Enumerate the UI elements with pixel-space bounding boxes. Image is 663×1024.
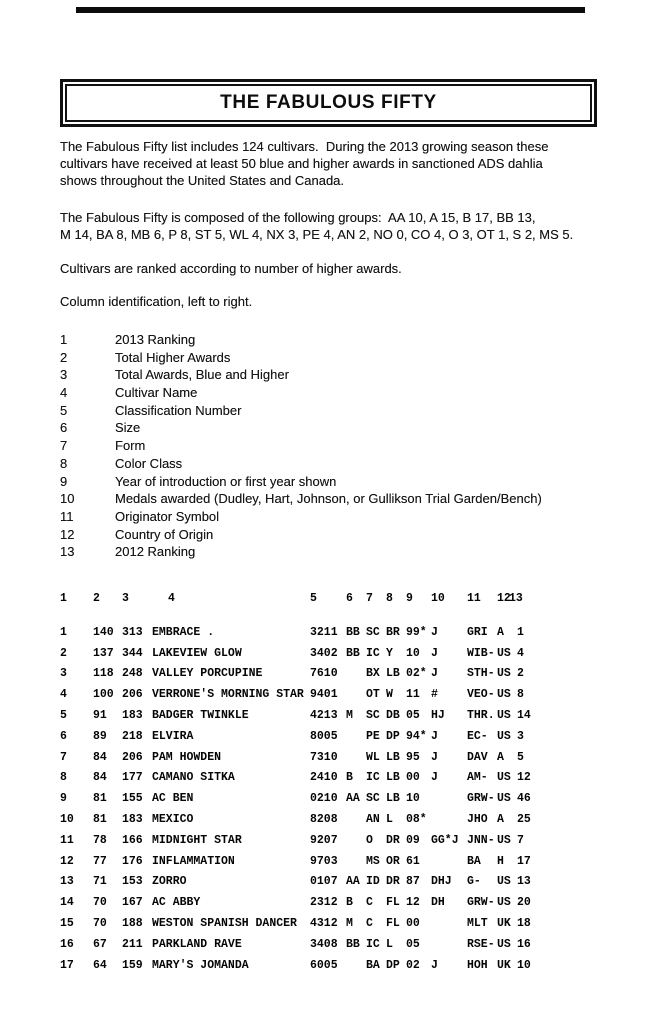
cell-medals: # [431, 688, 438, 702]
cell-rank: 1 [60, 625, 67, 639]
column-definition-label: Country of Origin [115, 526, 214, 542]
header-form: 7 [366, 592, 373, 605]
table-row [60, 875, 547, 896]
cell-form: C [366, 896, 373, 910]
cell-country: H [497, 854, 504, 868]
column-definition-item [60, 527, 542, 545]
cell-year: 10 [406, 646, 420, 660]
cell-year: 00 [406, 771, 420, 785]
header-color-class: 8 [386, 592, 393, 605]
cell-year: 10 [406, 792, 420, 806]
cell-form: WL [366, 750, 380, 764]
cell-country: US [497, 667, 511, 681]
cell-medals: J [431, 771, 438, 785]
cell-higher-awards: 89 [93, 729, 107, 743]
cell-cultivar-name: EMBRACE . [152, 625, 215, 639]
table-row [60, 855, 547, 876]
cell-rank: 17 [60, 958, 74, 972]
cell-country: US [497, 875, 511, 889]
header-rank-2012: 13 [509, 592, 523, 605]
column-definition-number: 2 [60, 349, 68, 365]
cell-higher-awards: 140 [93, 625, 114, 639]
cell-rank-2012: 16 [517, 937, 531, 951]
cell-rank: 8 [60, 771, 67, 785]
cell-rank-2012: 14 [517, 708, 531, 722]
cell-rank-2012: 13 [517, 875, 531, 889]
cell-cultivar-name: AC BEN [152, 792, 194, 806]
cell-year: 87 [406, 875, 420, 889]
column-definition-item [60, 332, 542, 350]
cell-rank: 7 [60, 750, 67, 764]
cell-higher-awards: 84 [93, 771, 107, 785]
cell-higher-awards: 71 [93, 875, 107, 889]
cell-medals: DHJ [431, 875, 452, 889]
cell-originator: GRI [467, 625, 488, 639]
cell-classification: 2410 [310, 771, 338, 785]
cell-rank: 12 [60, 854, 74, 868]
column-definition-item [60, 385, 542, 403]
cell-rank: 16 [60, 937, 74, 951]
header-size: 6 [346, 592, 353, 605]
cell-total-awards: 177 [122, 771, 143, 785]
cell-classification: 0107 [310, 875, 338, 889]
cell-country: US [497, 708, 511, 722]
cell-country: UK [497, 958, 511, 972]
table-row [60, 667, 547, 688]
cell-rank: 2 [60, 646, 67, 660]
cell-form: MS [366, 854, 380, 868]
cell-originator: BA [467, 854, 481, 868]
cell-country: A [497, 750, 504, 764]
cell-color-class: OR [386, 854, 400, 868]
cell-total-awards: 211 [122, 937, 143, 951]
cell-classification: 6005 [310, 958, 338, 972]
cell-country: US [497, 937, 511, 951]
cell-classification: 4312 [310, 916, 338, 930]
cell-higher-awards: 70 [93, 896, 107, 910]
cell-total-awards: 167 [122, 896, 143, 910]
title-box-inner [65, 84, 592, 122]
cell-form: IC [366, 646, 380, 660]
cell-rank-2012: 25 [517, 812, 531, 826]
cell-color-class: LB [386, 771, 400, 785]
cell-rank: 6 [60, 729, 67, 743]
cell-color-class: LB [386, 750, 400, 764]
cell-color-class: L [386, 937, 393, 951]
cell-total-awards: 313 [122, 625, 143, 639]
cell-total-awards: 188 [122, 916, 143, 930]
cell-cultivar-name: BADGER TWINKLE [152, 708, 249, 722]
cell-total-awards: 159 [122, 958, 143, 972]
cell-form: SC [366, 708, 380, 722]
cell-color-class: W [386, 688, 393, 702]
cell-country: US [497, 729, 511, 743]
column-definition-label: Total Higher Awards [115, 349, 231, 365]
table-row [60, 813, 547, 834]
cell-higher-awards: 84 [93, 750, 107, 764]
cell-originator: GRW- [467, 792, 495, 806]
column-definition-item [60, 403, 542, 421]
cell-higher-awards: 118 [93, 667, 114, 681]
cell-form: OT [366, 688, 380, 702]
cell-medals: DH [431, 896, 445, 910]
cell-color-class: FL [386, 896, 400, 910]
cell-cultivar-name: AC ABBY [152, 896, 201, 910]
column-definition-number: 3 [60, 367, 68, 383]
column-definitions [60, 332, 542, 562]
cell-classification: 7610 [310, 667, 338, 681]
cell-year: 12 [406, 896, 420, 910]
cell-color-class: LB [386, 667, 400, 681]
column-definition-number: 1 [60, 332, 68, 347]
column-definition-item [60, 350, 542, 368]
cell-higher-awards: 91 [93, 708, 107, 722]
cell-classification: 8005 [310, 729, 338, 743]
cell-size: AA [346, 875, 360, 889]
column-definition-item [60, 367, 542, 385]
cell-year: 61 [406, 854, 420, 868]
cell-form: BX [366, 667, 380, 681]
title-box [60, 79, 597, 127]
cell-rank: 5 [60, 708, 67, 722]
table-row [60, 896, 547, 917]
cell-year: 08* [406, 812, 427, 826]
cell-year: 00 [406, 916, 420, 930]
cell-rank-2012: 8 [517, 688, 524, 702]
cell-rank: 9 [60, 792, 67, 806]
column-definition-label: 2012 Ranking [115, 544, 196, 560]
cell-year: 05 [406, 937, 420, 951]
cell-cultivar-name: MEXICO [152, 812, 194, 826]
table-row [60, 751, 547, 772]
table-row [60, 959, 547, 980]
column-definition-number: 9 [60, 473, 68, 489]
column-definition-label: Size [115, 420, 141, 436]
column-definition-number: 13 [60, 544, 75, 560]
cell-form: IC [366, 937, 380, 951]
cell-higher-awards: 137 [93, 646, 114, 660]
cell-rank-2012: 10 [517, 958, 531, 972]
cell-rank-2012: 18 [517, 916, 531, 930]
cell-form: O [366, 833, 373, 847]
cell-rank-2012: 4 [517, 646, 524, 660]
column-definition-item [60, 456, 542, 474]
cell-total-awards: 153 [122, 875, 143, 889]
cell-color-class: DB [386, 708, 400, 722]
cell-originator: JHO [467, 812, 488, 826]
cell-country: US [497, 771, 511, 785]
table-row [60, 647, 547, 668]
cell-form: ID [366, 875, 380, 889]
intro-line-3: shows throughout the United States and Canada. [60, 173, 345, 188]
cell-total-awards: 183 [122, 812, 143, 826]
cell-classification: 3211 [310, 625, 338, 639]
cell-color-class: FL [386, 916, 400, 930]
column-definition-number: 7 [60, 438, 68, 454]
column-id-heading: Column identification, left to right. [60, 294, 253, 309]
cell-total-awards: 248 [122, 667, 143, 681]
cell-medals: J [431, 646, 438, 660]
column-definition-number: 10 [60, 491, 75, 507]
cell-country: US [497, 646, 511, 660]
cell-originator: DAV [467, 750, 488, 764]
table-row [60, 626, 547, 647]
cell-size: B [346, 896, 353, 910]
cell-originator: THR. [467, 708, 495, 722]
column-definition-label: Originator Symbol [115, 508, 220, 524]
cell-size: M [346, 708, 353, 722]
cell-medals: HJ [431, 708, 445, 722]
cell-classification: 2312 [310, 896, 338, 910]
cell-medals: J [431, 750, 438, 764]
header-cultivar-name: 4 [168, 592, 175, 605]
cell-cultivar-name: WESTON SPANISH DANCER [152, 916, 297, 930]
cell-cultivar-name: INFLAMMATION [152, 854, 235, 868]
groups-line-1: The Fabulous Fifty is composed of the following groups: AA 10, A 15, B 17, BB 13, [60, 210, 536, 225]
column-definition-item [60, 509, 542, 527]
column-definition-label: Year of introduction or first year shown [115, 473, 337, 489]
cell-color-class: BR [386, 625, 400, 639]
cell-form: AN [366, 812, 380, 826]
cell-total-awards: 183 [122, 708, 143, 722]
cell-size: BB [346, 937, 360, 951]
cell-medals: J [431, 958, 438, 972]
cell-rank: 4 [60, 688, 67, 702]
cell-medals: GG*J [431, 833, 459, 847]
header-originator: 11 [467, 592, 481, 605]
cell-cultivar-name: VALLEY PORCUPINE [152, 667, 263, 681]
cell-rank-2012: 2 [517, 667, 524, 681]
cell-cultivar-name: LAKEVIEW GLOW [152, 646, 242, 660]
cell-total-awards: 206 [122, 750, 143, 764]
cell-rank: 11 [60, 833, 74, 847]
column-definition-item [60, 474, 542, 492]
cell-total-awards: 166 [122, 833, 143, 847]
cell-rank-2012: 20 [517, 896, 531, 910]
cell-originator: GRW- [467, 896, 495, 910]
cell-cultivar-name: ZORRO [152, 875, 187, 889]
groups-line-2: M 14, BA 8, MB 6, P 8, ST 5, WL 4, NX 3, PE 4, AN 2, NO 0, CO 4, O 3, OT 1, S 2, MS 5. [60, 227, 574, 242]
cell-cultivar-name: CAMANO SITKA [152, 771, 235, 785]
cell-form: C [366, 916, 373, 930]
column-definition-item [60, 544, 542, 562]
cell-originator: JNN- [467, 833, 495, 847]
cell-total-awards: 206 [122, 688, 143, 702]
page-title: THE FABULOUS FIFTY [220, 92, 437, 113]
column-definition-label: Medals awarded (Dudley, Hart, Johnson, or Gullikson Trial Garden/Bench) [115, 491, 542, 507]
cell-higher-awards: 64 [93, 958, 107, 972]
cell-originator: VEO- [467, 688, 495, 702]
column-definition-label: Classification Number [115, 402, 242, 418]
cell-form: SC [366, 625, 380, 639]
cell-form: IC [366, 771, 380, 785]
cell-country: US [497, 896, 511, 910]
header-classification: 5 [310, 592, 317, 605]
header-year: 9 [406, 592, 413, 605]
header-higher-awards: 2 [93, 592, 100, 605]
cell-year: 95 [406, 750, 420, 764]
cell-higher-awards: 81 [93, 812, 107, 826]
column-definition-number: 8 [60, 455, 68, 471]
cell-classification: 0210 [310, 792, 338, 806]
cell-originator: WIB- [467, 646, 495, 660]
cell-originator: RSE- [467, 937, 495, 951]
cell-size: M [346, 916, 353, 930]
cell-year: 99* [406, 625, 427, 639]
cell-color-class: LB [386, 792, 400, 806]
table-row [60, 730, 547, 751]
table-row [60, 709, 547, 730]
column-definition-label: Color Class [115, 455, 183, 471]
intro-line-2: cultivars have received at least 50 blue and higher awards in sanctioned ADS dahlia [60, 156, 543, 171]
header-medals: 10 [431, 592, 445, 605]
cell-year: 94* [406, 729, 427, 743]
cell-color-class: DP [386, 958, 400, 972]
table-row [60, 938, 547, 959]
cell-cultivar-name: ELVIRA [152, 729, 194, 743]
cell-country: US [497, 833, 511, 847]
table-header-row [60, 592, 547, 613]
cell-originator: EC- [467, 729, 488, 743]
cell-classification: 8208 [310, 812, 338, 826]
cell-color-class: Y [386, 646, 393, 660]
cell-higher-awards: 77 [93, 854, 107, 868]
cell-cultivar-name: MARY'S JOMANDA [152, 958, 249, 972]
cell-form: BA [366, 958, 380, 972]
cell-color-class: DP [386, 729, 400, 743]
table-row [60, 771, 547, 792]
cell-originator: STH- [467, 667, 495, 681]
column-definition-number: 4 [60, 385, 68, 401]
cell-rank-2012: 5 [517, 750, 524, 764]
cell-size: BB [346, 625, 360, 639]
table-row [60, 834, 547, 855]
cell-classification: 9207 [310, 833, 338, 847]
table-row [60, 688, 547, 709]
cell-higher-awards: 100 [93, 688, 114, 702]
cell-classification: 7310 [310, 750, 338, 764]
cell-size: AA [346, 792, 360, 806]
cell-higher-awards: 70 [93, 916, 107, 930]
cell-total-awards: 218 [122, 729, 143, 743]
table-row [60, 792, 547, 813]
cell-form: SC [366, 792, 380, 806]
cell-higher-awards: 81 [93, 792, 107, 806]
column-definition-label: Form [115, 438, 146, 454]
cell-year: 02* [406, 667, 427, 681]
cell-form: PE [366, 729, 380, 743]
cell-size: BB [346, 646, 360, 660]
cell-total-awards: 155 [122, 792, 143, 806]
column-definition-number: 5 [60, 402, 68, 418]
cell-rank: 14 [60, 896, 74, 910]
cell-country: US [497, 792, 511, 806]
column-definition-number: 6 [60, 420, 68, 436]
cell-cultivar-name: PARKLAND RAVE [152, 937, 242, 951]
cell-total-awards: 176 [122, 854, 143, 868]
cell-year: 05 [406, 708, 420, 722]
cell-medals: J [431, 625, 438, 639]
cell-cultivar-name: MIDNIGHT STAR [152, 833, 242, 847]
cell-originator: G- [467, 875, 481, 889]
cell-rank-2012: 3 [517, 729, 524, 743]
cell-rank-2012: 12 [517, 771, 531, 785]
cell-classification: 4213 [310, 708, 338, 722]
cell-country: A [497, 812, 504, 826]
cell-originator: HOH [467, 958, 488, 972]
cell-total-awards: 344 [122, 646, 143, 660]
cell-originator: MLT [467, 916, 488, 930]
cell-rank: 10 [60, 812, 74, 826]
column-definition-item [60, 420, 542, 438]
rankings-table [60, 592, 547, 979]
cell-cultivar-name: VERRONE'S MORNING STAR [152, 688, 304, 702]
cell-rank-2012: 17 [517, 854, 531, 868]
cell-rank-2012: 1 [517, 625, 524, 639]
header-rank: 1 [60, 592, 67, 605]
scan-edge-bar [76, 7, 585, 13]
column-definition-label: Total Awards, Blue and Higher [115, 367, 289, 383]
groups-paragraph [60, 209, 573, 243]
header-total-awards: 3 [122, 592, 129, 605]
cell-country: UK [497, 916, 511, 930]
cell-medals: J [431, 667, 438, 681]
ranking-note: Cultivars are ranked according to number of higher awards. [60, 261, 402, 276]
cell-classification: 9703 [310, 854, 338, 868]
column-definition-item [60, 438, 542, 456]
column-definition-label: 2013 Ranking [115, 332, 196, 347]
cell-higher-awards: 78 [93, 833, 107, 847]
cell-rank-2012: 46 [517, 792, 531, 806]
column-definition-number: 11 [60, 508, 74, 524]
intro-line-1: The Fabulous Fifty list includes 124 cultivars. During the 2013 growing season these [60, 139, 549, 154]
cell-color-class: DR [386, 875, 400, 889]
cell-higher-awards: 67 [93, 937, 107, 951]
cell-classification: 3402 [310, 646, 338, 660]
column-definition-label: Cultivar Name [115, 385, 198, 401]
cell-cultivar-name: PAM HOWDEN [152, 750, 222, 764]
column-definition-number: 12 [60, 526, 75, 542]
cell-classification: 9401 [310, 688, 338, 702]
cell-country: US [497, 688, 511, 702]
cell-size: B [346, 771, 353, 785]
cell-rank: 15 [60, 916, 74, 930]
cell-year: 09 [406, 833, 420, 847]
cell-originator: AM- [467, 771, 488, 785]
intro-paragraph [60, 138, 548, 189]
table-row [60, 917, 547, 938]
cell-classification: 3408 [310, 937, 338, 951]
column-definition-item [60, 491, 542, 509]
cell-rank: 13 [60, 875, 74, 889]
cell-rank: 3 [60, 667, 67, 681]
cell-color-class: DR [386, 833, 400, 847]
cell-color-class: L [386, 812, 393, 826]
cell-country: A [497, 625, 504, 639]
cell-medals: J [431, 729, 438, 743]
cell-year: 02 [406, 958, 420, 972]
header-country: 12 [497, 592, 511, 605]
cell-rank-2012: 7 [517, 833, 524, 847]
cell-year: 11 [406, 688, 420, 702]
